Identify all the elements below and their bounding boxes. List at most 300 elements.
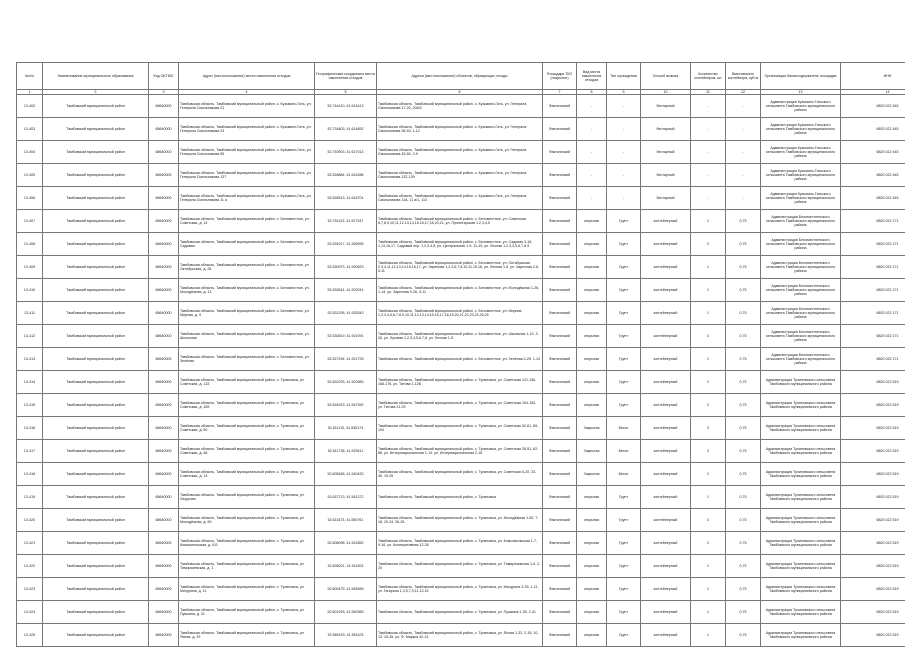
container-count-cell: 2 bbox=[691, 532, 726, 555]
inn-cell: 6820 022 171 bbox=[841, 302, 905, 325]
objects-cell: Тамбовская область, Тамбовский муниципальный район, с. Беломестное, ул. Школьная 1-19, 3-26, ул. Луговая 1,2,3,4,5,6,7,8, ул. Лесная 1-5 bbox=[377, 325, 543, 348]
fence-cell: Грунт bbox=[607, 578, 641, 601]
fence-cell: - bbox=[607, 118, 641, 141]
inn-cell: 6820 022 445 bbox=[841, 95, 905, 118]
organization-cell: Администрация Тулиновского сельсовета Тамбовского муниципального района bbox=[761, 555, 841, 578]
removal-method-cell: контейнерный bbox=[641, 302, 691, 325]
table-row bbox=[17, 509, 905, 532]
site-type-cell: открытая bbox=[577, 624, 607, 647]
header-cell: Наименование муниципального образования bbox=[43, 63, 149, 90]
oktmo-cell: 68640000 bbox=[149, 233, 179, 256]
objects-cell: Тамбовская область, Тамбовский муниципальный район, с. Тулиновка, ул. Комсомольская 1-7, 9-16, ул. Кооперативная 12-26 bbox=[377, 532, 543, 555]
coordinates-cell: 52.530973, 41.920623 bbox=[315, 256, 377, 279]
container-volume-cell: 0,75 bbox=[726, 210, 761, 233]
removal-method-cell: контейнерный bbox=[641, 325, 691, 348]
address-cell: Тамбовская область, Тамбовский муниципальный район, с. Беломестное, ул. Школьная bbox=[179, 325, 315, 348]
table-row bbox=[17, 325, 905, 348]
table-row bbox=[17, 463, 905, 486]
coordinates-cell: 52.589153, 41.551103 bbox=[315, 624, 377, 647]
inn-cell: 6820 022 519 bbox=[841, 371, 905, 394]
address-cell: Тамбовская область, Тамбовский муниципальный район, с. Тулиновка, ул. Пушкина, д. 31 bbox=[179, 601, 315, 624]
container-volume-cell: - bbox=[726, 118, 761, 141]
fence-cell: Бетон bbox=[607, 417, 641, 440]
objects-cell: Тамбовская область, Тамбовский муниципальный район, с. Тулиновка, ул. Пушкина 1-35, 2-41 bbox=[377, 601, 543, 624]
organization-cell: Администрация Беломестненского сельсовета Тамбовского муниципального района bbox=[761, 233, 841, 256]
organization-cell: Администрация Тулиновского сельсовета Тамбовского муниципального района bbox=[761, 532, 841, 555]
oktmo-cell: 68640000 bbox=[149, 118, 179, 141]
row-number-cell: 13-419 bbox=[17, 486, 43, 509]
oktmo-cell: 68640000 bbox=[149, 325, 179, 348]
objects-cell: Тамбовская область, Тамбовский муниципальный район, с. Беломестное, ул. Молодёжная 1-26, 1-14, ул. Заречная 9-26, 3-11 bbox=[377, 279, 543, 302]
surface-cell: Фактический bbox=[543, 486, 577, 509]
surface-cell: Фактический bbox=[543, 463, 577, 486]
container-volume-cell: 0,75 bbox=[726, 233, 761, 256]
header-cell: Площадка ТКО (покрытие) bbox=[543, 63, 577, 90]
municipality-cell: Тамбовский муниципальный район bbox=[43, 279, 149, 302]
municipality-cell: Тамбовский муниципальный район bbox=[43, 417, 149, 440]
municipality-cell: Тамбовский муниципальный район bbox=[43, 187, 149, 210]
municipality-cell: Тамбовский муниципальный район bbox=[43, 371, 149, 394]
coordinates-cell: 52.527294, 41.921793 bbox=[315, 348, 377, 371]
organization-cell: Администрация Тулиновского сельсовета Тамбовского муниципального района bbox=[761, 463, 841, 486]
site-type-cell: открытая bbox=[577, 532, 607, 555]
address-cell: Тамбовская область, Тамбовский муниципальный район, с. Кузьмино-Гать, ул. Генерала Смольникова 24 bbox=[179, 118, 315, 141]
container-volume-cell: 0,75 bbox=[726, 325, 761, 348]
fence-cell: - bbox=[607, 164, 641, 187]
column-number: 7 bbox=[543, 90, 577, 95]
municipality-cell: Тамбовский муниципальный район bbox=[43, 532, 149, 555]
coordinates-cell: 52.744410, 41.614413 bbox=[315, 95, 377, 118]
removal-method-cell: бестарный bbox=[641, 141, 691, 164]
inn-cell: 6820 022 171 bbox=[841, 348, 905, 371]
container-count-cell: 2 bbox=[691, 394, 726, 417]
container-volume-cell: - bbox=[726, 141, 761, 164]
table-row bbox=[17, 601, 905, 624]
container-volume-cell: 0,75 bbox=[726, 417, 761, 440]
site-type-cell: - bbox=[577, 95, 607, 118]
row-number-cell: 13-423 bbox=[17, 578, 43, 601]
coordinates-cell: 52.611738, 41.529411 bbox=[315, 440, 377, 463]
header-cell: Вид места накопления отходов bbox=[577, 63, 607, 90]
removal-method-cell: бестарный bbox=[641, 164, 691, 187]
municipality-cell: Тамбовский муниципальный район bbox=[43, 210, 149, 233]
inn-cell: 6820 022 519 bbox=[841, 509, 905, 532]
surface-cell: Фактический bbox=[543, 509, 577, 532]
site-type-cell: открытая bbox=[577, 371, 607, 394]
oktmo-cell: 68640000 bbox=[149, 509, 179, 532]
objects-cell: Тамбовская область, Тамбовский муниципальный район, с. Кузьмино-Гать, ул. Генерала Смольникова 132-139 bbox=[377, 164, 543, 187]
site-type-cell: открытая bbox=[577, 279, 607, 302]
coordinates-cell: 52.528884, 41.614286 bbox=[315, 164, 377, 187]
surface-cell: Фактический bbox=[543, 279, 577, 302]
table-row bbox=[17, 624, 905, 647]
container-volume-cell: 0,75 bbox=[726, 371, 761, 394]
container-count-cell: 2 bbox=[691, 371, 726, 394]
surface-cell: Фактический bbox=[543, 141, 577, 164]
inn-cell: 6820 022 445 bbox=[841, 187, 905, 210]
site-type-cell: Закрытая bbox=[577, 417, 607, 440]
container-volume-cell: 0,75 bbox=[726, 601, 761, 624]
fence-cell: Грунт bbox=[607, 348, 641, 371]
container-volume-cell: 0,75 bbox=[726, 486, 761, 509]
inn-cell: 6820 022 445 bbox=[841, 118, 905, 141]
inn-cell: 6820 022 171 bbox=[841, 256, 905, 279]
site-type-cell: открытая bbox=[577, 210, 607, 233]
fence-cell: Грунт bbox=[607, 532, 641, 555]
removal-method-cell: контейнерный bbox=[641, 440, 691, 463]
fence-cell: Грунт bbox=[607, 555, 641, 578]
objects-cell: Тамбовская область, Тамбовский муниципальный район, с. Беломестное, ул. Мирная 1,2,3,4,5,6,7,8,9,10,11,12,13,14,15,16,17,18,19,20,21,22,23,24,25,26 bbox=[377, 302, 543, 325]
header-cell: Код ОКТМО bbox=[149, 63, 179, 90]
container-volume-cell: 0,75 bbox=[726, 348, 761, 371]
coordinates-cell: 52.624923, 41.547392 bbox=[315, 394, 377, 417]
column-number: 5 bbox=[315, 90, 377, 95]
organization-cell: Администрация Тулиновского сельсовета Тамбовского муниципального района bbox=[761, 394, 841, 417]
coordinates-cell: 52.600475, 41.545589 bbox=[315, 578, 377, 601]
coordinates-cell: 52.753903, 41.617013 bbox=[315, 141, 377, 164]
organization-cell: Администрация Тулиновского сельсовета Тамбовского муниципального района bbox=[761, 624, 841, 647]
site-type-cell: - bbox=[577, 141, 607, 164]
address-cell: Тамбовская область, Тамбовский муниципальный район, с. Беломестное, ул. Советская, д. 14 bbox=[179, 210, 315, 233]
row-number-cell: 13-409 bbox=[17, 256, 43, 279]
surface-cell: Фактический bbox=[543, 325, 577, 348]
fence-cell: - bbox=[607, 95, 641, 118]
container-count-cell: - bbox=[691, 118, 726, 141]
objects-cell: Тамбовская область, Тамбовский муниципальный район, с. Беломестное, ул. Садовая 3-16, 1,13,15,17, Садовый пер. 1,2,3,4,5, ул. Центральная 1-9, 11-19, ул. Лесная 1,2,3,4,5,6,7,8,9 bbox=[377, 233, 543, 256]
objects-cell: Тамбовская область, Тамбовский муниципальный район, с. Кузьмино-Гать, ул. Генерала Смольникова 36-53, 1-12 bbox=[377, 118, 543, 141]
address-cell: Тамбовская область, Тамбовский муниципальный район, с. Беломестное, ул. Садовая bbox=[179, 233, 315, 256]
fence-cell: Грунт bbox=[607, 279, 641, 302]
municipality-cell: Тамбовский муниципальный район bbox=[43, 233, 149, 256]
organization-cell: Администрация Кузьмино-Гатьского сельсовета Тамбовского муниципального района bbox=[761, 118, 841, 141]
municipality-cell: Тамбовский муниципальный район bbox=[43, 325, 149, 348]
removal-method-cell: контейнерный bbox=[641, 532, 691, 555]
address-cell: Тамбовская область, Тамбовский муниципальный район, с. Тулиновка, ул. Советская, д. 48 bbox=[179, 440, 315, 463]
coordinates-cell: 52.608098, 41.512852 bbox=[315, 532, 377, 555]
row-number-cell: 13-414 bbox=[17, 371, 43, 394]
table-row bbox=[17, 210, 905, 233]
objects-cell: Тамбовская область, Тамбовский муниципальный район, с. Тулиновка bbox=[377, 486, 543, 509]
inn-cell: 6820 022 519 bbox=[841, 417, 905, 440]
surface-cell: Фактический bbox=[543, 210, 577, 233]
surface-cell: Фактический bbox=[543, 578, 577, 601]
container-count-cell: 1 bbox=[691, 256, 726, 279]
container-count-cell: 1 bbox=[691, 279, 726, 302]
fence-cell: - bbox=[607, 187, 641, 210]
address-cell: Тамбовская область, Тамбовский муниципальный район, с. Тулиновка, ул. Тимирязевская, д. 1 bbox=[179, 555, 315, 578]
fence-cell: Грунт bbox=[607, 233, 641, 256]
removal-method-cell: контейнерный bbox=[641, 256, 691, 279]
organization-cell: Администрация Беломестненского сельсовета Тамбовского муниципального района bbox=[761, 348, 841, 371]
row-number-cell: 13-403 bbox=[17, 118, 43, 141]
container-count-cell: 1 bbox=[691, 302, 726, 325]
removal-method-cell: контейнерный bbox=[641, 394, 691, 417]
oktmo-cell: 68640000 bbox=[149, 95, 179, 118]
removal-method-cell: бестарный bbox=[641, 118, 691, 141]
oktmo-cell: 68640000 bbox=[149, 256, 179, 279]
site-type-cell: открытая bbox=[577, 555, 607, 578]
container-count-cell: 1 bbox=[691, 210, 726, 233]
organization-cell: Администрация Кузьмино-Гатьского сельсовета Тамбовского муниципального района bbox=[761, 95, 841, 118]
organization-cell: Администрация Тулиновского сельсовета Тамбовского муниципального района bbox=[761, 417, 841, 440]
header-cell: Вместимость контейнера, куб.м bbox=[726, 63, 761, 90]
organization-cell: Администрация Тулиновского сельсовета Тамбовского муниципального района bbox=[761, 578, 841, 601]
oktmo-cell: 68640000 bbox=[149, 417, 179, 440]
row-number-cell: 13-404 bbox=[17, 141, 43, 164]
municipality-cell: Тамбовский муниципальный район bbox=[43, 624, 149, 647]
organization-cell: Администрация Тулиновского сельсовета Тамбовского муниципального района bbox=[761, 440, 841, 463]
table-row bbox=[17, 141, 905, 164]
surface-cell: Фактический bbox=[543, 348, 577, 371]
oktmo-cell: 68640000 bbox=[149, 141, 179, 164]
inn-cell: 6820 022 171 bbox=[841, 210, 905, 233]
fence-cell: - bbox=[607, 141, 641, 164]
table-row bbox=[17, 256, 905, 279]
site-type-cell: открытая bbox=[577, 486, 607, 509]
address-cell: Тамбовская область, Тамбовский муниципальный район, с. Кузьмино-Гать, ул. Генерала Смольникова 21 bbox=[179, 95, 315, 118]
fence-cell: Бетон bbox=[607, 463, 641, 486]
municipality-cell: Тамбовский муниципальный район bbox=[43, 348, 149, 371]
municipality-cell: Тамбовский муниципальный район bbox=[43, 302, 149, 325]
objects-cell: Тамбовская область, Тамбовский муниципальный район, с. Тулиновка, ул. Советская 154-183, ул. Титова 21-29 bbox=[377, 394, 543, 417]
table-row bbox=[17, 371, 905, 394]
site-type-cell: открытая bbox=[577, 302, 607, 325]
coordinates-cell: 52.751123, 41.927347 bbox=[315, 210, 377, 233]
municipality-cell: Тамбовский муниципальный район bbox=[43, 463, 149, 486]
surface-cell: Фактический bbox=[543, 440, 577, 463]
site-type-cell: Закрытая bbox=[577, 463, 607, 486]
removal-method-cell: контейнерный bbox=[641, 555, 691, 578]
container-volume-cell: 0,75 bbox=[726, 555, 761, 578]
address-cell: Тамбовская область, Тамбовский муниципальный район, с. Тулиновка, ул. Лазурная bbox=[179, 486, 315, 509]
inn-cell: 6820 022 519 bbox=[841, 394, 905, 417]
site-type-cell: открытая bbox=[577, 233, 607, 256]
inn-cell: 6820 022 445 bbox=[841, 164, 905, 187]
registry-page bbox=[16, 62, 888, 647]
header-cell: Способ вывоза bbox=[641, 63, 691, 90]
coordinates-cell: 52.530819, 41.921091 bbox=[315, 325, 377, 348]
oktmo-cell: 68640000 bbox=[149, 302, 179, 325]
coordinates-cell: 52.612713, 41.541372 bbox=[315, 486, 377, 509]
municipality-cell: Тамбовский муниципальный район bbox=[43, 141, 149, 164]
container-volume-cell: 0,75 bbox=[726, 302, 761, 325]
coordinates-cell: 52.531295, 41.925343 bbox=[315, 302, 377, 325]
column-number: 9 bbox=[607, 90, 641, 95]
row-number-cell: 13-418 bbox=[17, 463, 43, 486]
address-cell: Тамбовская область, Тамбовский муниципальный район, с. Тулиновка, ул. Советская, д. 133 bbox=[179, 371, 315, 394]
municipality-cell: Тамбовский муниципальный район bbox=[43, 95, 149, 118]
organization-cell: Администрация Кузьмино-Гатьского сельсовета Тамбовского муниципального района bbox=[761, 141, 841, 164]
container-volume-cell: 0,75 bbox=[726, 578, 761, 601]
container-volume-cell: 0,75 bbox=[726, 532, 761, 555]
surface-cell: Фактический bbox=[543, 302, 577, 325]
address-cell: Тамбовская область, Тамбовский муниципальный район, с. Тулиновка, ул. Комсомольская, д. 6-Б bbox=[179, 532, 315, 555]
surface-cell: Фактический bbox=[543, 256, 577, 279]
site-type-cell: - bbox=[577, 187, 607, 210]
container-count-cell: 3 bbox=[691, 417, 726, 440]
address-cell: Тамбовская область, Тамбовский муниципальный район, с. Тулиновка, ул. Молодёжная, д. 50 bbox=[179, 509, 315, 532]
organization-cell: Администрация Тулиновского сельсовета Тамбовского муниципального района bbox=[761, 509, 841, 532]
column-number: 8 bbox=[577, 90, 607, 95]
objects-cell: Тамбовская область, Тамбовский муниципальный район, с. Беломестное, ул. Октябрьская 2,3,4,11,12,13,14,15,16,17, ул. Заречная 1,2,3,6,7,8,10,11,15,16, ул. Лесная 1-5, ул. Заречная 2-8, 9-11 bbox=[377, 256, 543, 279]
header-cell: Адреса (местоположение) объектов, образующих отходы bbox=[377, 63, 543, 90]
removal-method-cell: контейнерный bbox=[641, 348, 691, 371]
column-number: 12 bbox=[726, 90, 761, 95]
table-row bbox=[17, 555, 905, 578]
row-number-cell: 13-411 bbox=[17, 302, 43, 325]
container-count-cell: 1 bbox=[691, 578, 726, 601]
address-cell: Тамбовская область, Тамбовский муниципальный район, с. Беломестное, ул. Зелёная bbox=[179, 348, 315, 371]
inn-cell: 6820 022 445 bbox=[841, 141, 905, 164]
address-cell: Тамбовская область, Тамбовский муниципальный район, с. Тулиновка, ул. Советская, д. 13 bbox=[179, 463, 315, 486]
organization-cell: Администрация Беломестненского сельсовета Тамбовского муниципального района bbox=[761, 325, 841, 348]
municipality-cell: Тамбовский муниципальный район bbox=[43, 394, 149, 417]
container-count-cell: - bbox=[691, 141, 726, 164]
table-row bbox=[17, 187, 905, 210]
fence-cell: Грунт bbox=[607, 394, 641, 417]
container-count-cell: 3 bbox=[691, 440, 726, 463]
site-type-cell: - bbox=[577, 164, 607, 187]
row-number-cell: 13-415 bbox=[17, 394, 43, 417]
address-cell: Тамбовская область, Тамбовский муниципальный район, с. Кузьмино-Гать, ул. Генерала Смольникова 55 bbox=[179, 141, 315, 164]
removal-method-cell: контейнерный bbox=[641, 371, 691, 394]
removal-method-cell: контейнерный bbox=[641, 601, 691, 624]
inn-cell: 6820 022 171 bbox=[841, 325, 905, 348]
surface-cell: Фактический bbox=[543, 164, 577, 187]
oktmo-cell: 68640000 bbox=[149, 187, 179, 210]
objects-cell: Тамбовская область, Тамбовский муниципальный район, с. Тулиновка, ул. Тимирязевская 1-9, 2-20 bbox=[377, 555, 543, 578]
objects-cell: Тамбовская область, Тамбовский муниципальный район, с. Тулиновка, ул. Советская 35-51, 62-88, ул. Интернациональная 1-14, ул. Интернациональная 2-16 bbox=[377, 440, 543, 463]
header-cell: Тип ограждения bbox=[607, 63, 641, 90]
surface-cell: Фактический bbox=[543, 601, 577, 624]
fence-cell: Бетон bbox=[607, 440, 641, 463]
oktmo-cell: 68640000 bbox=[149, 555, 179, 578]
table-row bbox=[17, 394, 905, 417]
oktmo-cell: 68640000 bbox=[149, 601, 179, 624]
row-number-cell: 13-413 bbox=[17, 348, 43, 371]
removal-method-cell: контейнерный bbox=[641, 578, 691, 601]
organization-cell: Администрация Беломестненского сельсовета Тамбовского муниципального района bbox=[761, 256, 841, 279]
coordinates-cell: 52.601925, 41.540365 bbox=[315, 601, 377, 624]
header-cell: ИНН bbox=[841, 63, 905, 90]
container-volume-cell: 0,75 bbox=[726, 256, 761, 279]
address-cell: Тамбовская область, Тамбовский муниципальный район, с. Тулиновка, ул. Советская, д. 165 bbox=[179, 394, 315, 417]
container-volume-cell: 0,75 bbox=[726, 624, 761, 647]
container-count-cell: - bbox=[691, 187, 726, 210]
inn-cell: 6820 022 171 bbox=[841, 279, 905, 302]
row-number-cell: 13-416 bbox=[17, 417, 43, 440]
fence-cell: Грунт bbox=[607, 486, 641, 509]
coordinates-cell: 52.532641, 41.922041 bbox=[315, 279, 377, 302]
surface-cell: Фактический bbox=[543, 187, 577, 210]
surface-cell: Фактический bbox=[543, 394, 577, 417]
site-type-cell: открытая bbox=[577, 601, 607, 624]
removal-method-cell: контейнерный bbox=[641, 417, 691, 440]
address-cell: Тамбовская область, Тамбовский муниципальный район, с. Тулиновка, ул. Ясная, д. 29 bbox=[179, 624, 315, 647]
objects-cell: Тамбовская область, Тамбовский муниципальный район, с. Беломестное, ул. Зелёная 2-25, 1-14 bbox=[377, 348, 543, 371]
removal-method-cell: контейнерный bbox=[641, 233, 691, 256]
address-cell: Тамбовская область, Тамбовский муниципальный район, с. Кузьмино-Гать, ул. Генерала Смольникова 137 bbox=[179, 164, 315, 187]
header-cell: Количество контейнеров, шт bbox=[691, 63, 726, 90]
row-number-cell: 13-420 bbox=[17, 509, 43, 532]
site-type-cell: Закрытая bbox=[577, 440, 607, 463]
removal-method-cell: контейнерный bbox=[641, 509, 691, 532]
row-number-cell: 13-407 bbox=[17, 210, 43, 233]
address-cell: Тамбовская область, Тамбовский муниципальный район, с. Беломестное, ул. Молодёжная, д. 13 bbox=[179, 279, 315, 302]
objects-cell: Тамбовская область, Тамбовский муниципальный район, с. Кузьмино-Гать, ул. Генерала Смольникова 45-50, 2-9 bbox=[377, 141, 543, 164]
removal-method-cell: бестарный bbox=[641, 95, 691, 118]
address-cell: Тамбовская область, Тамбовский муниципальный район, с. Тулиновка, ул. Мичурина, д. 11 bbox=[179, 578, 315, 601]
container-count-cell: 2 bbox=[691, 325, 726, 348]
municipality-cell: Тамбовский муниципальный район bbox=[43, 509, 149, 532]
row-number-cell: 13-417 bbox=[17, 440, 43, 463]
objects-cell: Тамбовская область, Тамбовский муниципальный район, с. Тулиновка, ул. Советская 5-20, 23-40, 19-25 bbox=[377, 463, 543, 486]
container-count-cell: 2 bbox=[691, 463, 726, 486]
container-count-cell: - bbox=[691, 164, 726, 187]
table-row bbox=[17, 417, 905, 440]
surface-cell: Фактический bbox=[543, 371, 577, 394]
column-number: 10 bbox=[641, 90, 691, 95]
objects-cell: Тамбовская область, Тамбовский муниципальный район, с. Тулиновка, ул. Советская 52-61, 89-104 bbox=[377, 417, 543, 440]
site-type-cell: открытая bbox=[577, 394, 607, 417]
oktmo-cell: 68640000 bbox=[149, 624, 179, 647]
row-number-cell: 13-408 bbox=[17, 233, 43, 256]
row-number-cell: 13-421 bbox=[17, 532, 43, 555]
surface-cell: Фактический bbox=[543, 624, 577, 647]
fence-cell: Грунт bbox=[607, 302, 641, 325]
site-type-cell: открытая bbox=[577, 348, 607, 371]
objects-cell: Тамбовская область, Тамбовский муниципальный район, с. Беломестное, ул. Советская 6,7,8,9,10,11,12,13,14,15,16,17,18,20,21, ул. Пролетарская 1,2,3,4,5 bbox=[377, 210, 543, 233]
oktmo-cell: 68640000 bbox=[149, 371, 179, 394]
container-volume-cell: 0,75 bbox=[726, 279, 761, 302]
removal-method-cell: контейнерный bbox=[641, 624, 691, 647]
address-cell: Тамбовская область, Тамбовский муниципальный район, с. Кузьмино-Гать, ул. Генерала Смольникова 11 а bbox=[179, 187, 315, 210]
removal-method-cell: контейнерный bbox=[641, 210, 691, 233]
table-row bbox=[17, 532, 905, 555]
column-number: 1 bbox=[17, 90, 43, 95]
row-number-cell: 13-410 bbox=[17, 279, 43, 302]
column-number: 4 bbox=[179, 90, 315, 95]
row-number-cell: 13-425 bbox=[17, 624, 43, 647]
inn-cell: 6820 022 519 bbox=[841, 486, 905, 509]
surface-cell: Фактический bbox=[543, 118, 577, 141]
organization-cell: Администрация Кузьмино-Гатьского сельсовета Тамбовского муниципального района bbox=[761, 164, 841, 187]
surface-cell: Фактический bbox=[543, 233, 577, 256]
table-row bbox=[17, 440, 905, 463]
municipality-cell: Тамбовский муниципальный район bbox=[43, 555, 149, 578]
table-row bbox=[17, 486, 905, 509]
organization-cell: Администрация Тулиновского сельсовета Тамбовского муниципального района bbox=[761, 371, 841, 394]
header-row bbox=[17, 63, 905, 90]
table-row bbox=[17, 348, 905, 371]
coordinates-cell: 52.734803, 41.614892 bbox=[315, 118, 377, 141]
column-number: 11 bbox=[691, 90, 726, 95]
oktmo-cell: 68640000 bbox=[149, 486, 179, 509]
row-number-cell: 13-406 bbox=[17, 187, 43, 210]
container-volume-cell: - bbox=[726, 164, 761, 187]
container-count-cell: 1 bbox=[691, 601, 726, 624]
container-volume-cell: 0,75 bbox=[726, 509, 761, 532]
oktmo-cell: 68640000 bbox=[149, 532, 179, 555]
registry-table bbox=[16, 62, 905, 647]
fence-cell: Грунт bbox=[607, 624, 641, 647]
fence-cell: Грунт bbox=[607, 256, 641, 279]
municipality-cell: Тамбовский муниципальный район bbox=[43, 118, 149, 141]
column-number: 6 bbox=[377, 90, 543, 95]
inn-cell: 6820 022 519 bbox=[841, 578, 905, 601]
inn-cell: 6820 022 519 bbox=[841, 624, 905, 647]
table-row bbox=[17, 302, 905, 325]
